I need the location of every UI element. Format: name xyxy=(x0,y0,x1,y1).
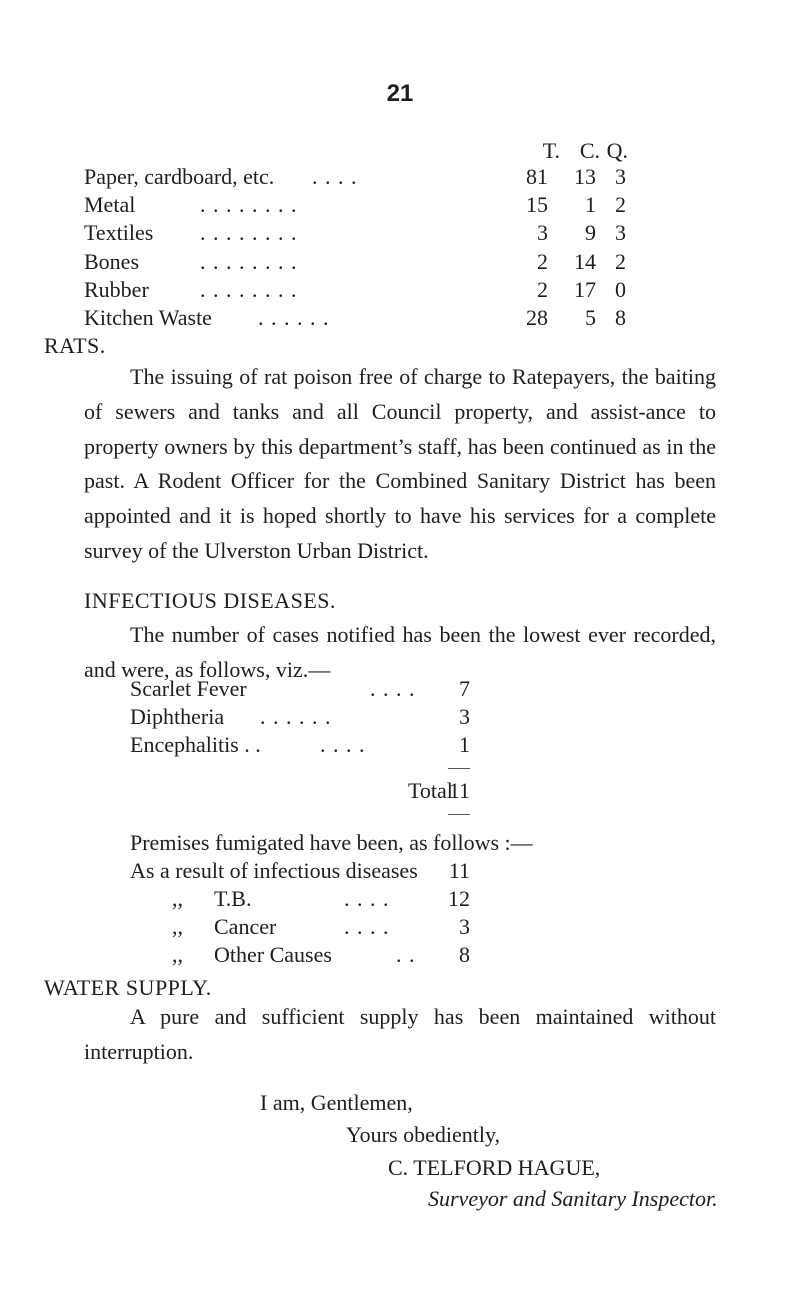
table-cell-t: 2 xyxy=(537,277,548,302)
dot-leader: . . . . . . . . xyxy=(200,220,298,245)
table-cell-t: 15 xyxy=(526,192,548,217)
dot-leader: . . . . xyxy=(344,886,390,911)
fumigated-value: 11 xyxy=(448,858,470,883)
table-row-label: Paper, cardboard, etc. xyxy=(84,164,275,189)
section-heading-rats: RATS. xyxy=(44,333,106,358)
table-cell-q: 3 xyxy=(615,164,626,189)
dot-leader: . . . . . . xyxy=(260,704,332,729)
total-rule-bottom xyxy=(448,814,470,815)
section-heading-water-supply: WATER SUPPLY. xyxy=(44,975,212,1000)
case-label: Scarlet Fever xyxy=(130,676,247,701)
table-cell-c: 17 xyxy=(574,277,596,302)
signoff-salutation: I am, Gentlemen, xyxy=(260,1090,413,1115)
dot-leader: . . . . xyxy=(320,732,366,757)
fumigated-value: 8 xyxy=(459,942,470,967)
dot-leader: . . . . . . xyxy=(258,305,330,330)
rats-paragraph xyxy=(84,360,716,569)
dot-leader: . . . . xyxy=(344,914,390,939)
table-row-label: Rubber xyxy=(84,277,149,302)
table-cell-t: 2 xyxy=(537,249,548,274)
dot-leader: . . . . . . . . xyxy=(200,192,298,217)
fumigated-value: 3 xyxy=(459,914,470,939)
table-cell-c: 1 xyxy=(585,192,596,217)
col-header-q: Q. xyxy=(606,138,628,163)
total-label: Total xyxy=(408,778,453,803)
dot-leader: . . xyxy=(396,942,416,967)
rats-text: The issuing of rat poison free of charge to Ratepayers, the baiting of sewers and tanks and all Council property, and assist-ance to property owners by this department’s staff, has been continued as in the past. A Rodent Officer for the Combined Sanitary District has been appointed and it is hoped shortly to have his services for a complete survey of the Ulverston Urban District. xyxy=(84,364,716,563)
case-value: 1 xyxy=(459,732,470,757)
total-value: 11 xyxy=(448,778,470,803)
fumigated-label: Other Causes xyxy=(214,942,332,967)
table-cell-q: 2 xyxy=(615,249,626,274)
table-cell-q: 8 xyxy=(615,305,626,330)
water-text: A pure and sufficient supply has been maintained without interruption. xyxy=(84,1004,716,1064)
case-label: Diphtheria xyxy=(130,704,225,729)
table-cell-t: 28 xyxy=(526,305,548,330)
signoff-name: C. TELFORD HAGUE, xyxy=(388,1155,601,1180)
table-cell-c: 9 xyxy=(585,220,596,245)
fumigated-label: T.B. xyxy=(214,886,252,911)
col-header-c: C. xyxy=(579,138,600,163)
infectious-intro-text: The number of cases notified has been the lowest ever recorded, and were, as follows, viz.— xyxy=(84,622,716,682)
dot-leader: . . . . xyxy=(370,676,416,701)
table-cell-c: 14 xyxy=(574,249,596,274)
dot-leader: . . . . . . . . xyxy=(200,277,298,302)
dot-leader: . . . . . . . . xyxy=(200,249,298,274)
table-cell-c: 5 xyxy=(585,305,596,330)
table-cell-q: 2 xyxy=(615,192,626,217)
table-row-label: Metal xyxy=(84,192,136,217)
fumigated-intro: Premises fumigated have been, as follows :— xyxy=(130,830,533,855)
table-row-label: Textiles xyxy=(84,220,154,245)
ditto-mark: ,, xyxy=(172,942,183,967)
table-cell-q: 3 xyxy=(615,220,626,245)
table-cell-q: 0 xyxy=(615,277,626,302)
fumigated-label: As a result of infectious diseases xyxy=(130,858,418,883)
fumigated-label: Cancer xyxy=(214,914,277,939)
total-rule-top xyxy=(448,768,470,769)
water-paragraph xyxy=(84,1000,716,1070)
fumigated-value: 12 xyxy=(448,886,470,911)
table-cell-t: 81 xyxy=(526,164,548,189)
signoff-title: Surveyor and Sanitary Inspector. xyxy=(428,1186,718,1211)
col-header-t: T. xyxy=(542,138,560,163)
ditto-mark: ,, xyxy=(172,886,183,911)
dot-leader: . . . . xyxy=(312,164,358,189)
signoff-closing: Yours obediently, xyxy=(346,1122,501,1147)
table-cell-t: 3 xyxy=(537,220,548,245)
case-value: 3 xyxy=(459,704,470,729)
table-cell-c: 13 xyxy=(574,164,596,189)
case-label: Encephalitis . . xyxy=(130,732,261,757)
table-row-label: Bones xyxy=(84,249,139,274)
ditto-mark: ,, xyxy=(172,914,183,939)
case-value: 7 xyxy=(459,676,470,701)
section-heading-infectious-diseases: INFECTIOUS DISEASES. xyxy=(84,588,337,613)
table-row-label: Kitchen Waste xyxy=(84,305,212,330)
page-number: 21 xyxy=(386,80,414,107)
